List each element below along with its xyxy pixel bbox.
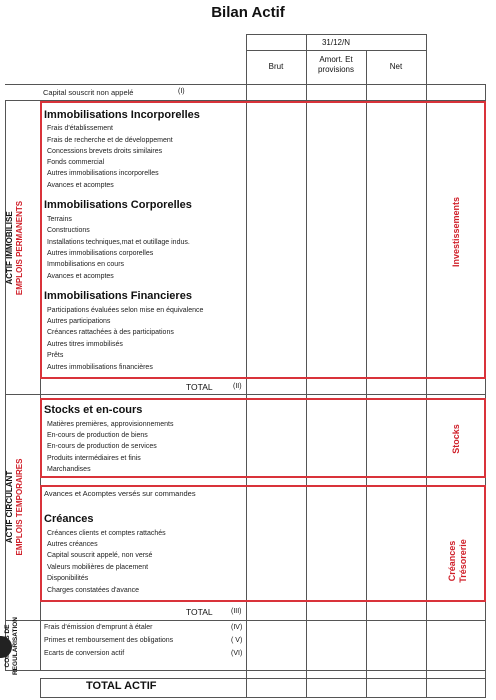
- list-item: En-cours de production de services: [47, 443, 157, 450]
- total-ii-roman: (II): [233, 383, 242, 390]
- roman-iv: (IV): [231, 624, 243, 631]
- list-item: Prêts: [47, 352, 64, 359]
- total-actif-label: TOTAL ACTIF: [86, 680, 157, 692]
- page-title: Bilan Actif: [211, 4, 285, 21]
- list-item: Charges constatées d'avance: [47, 587, 140, 594]
- list-item: Avances et acomptes: [47, 273, 114, 280]
- actif-circulant-label: ACTIF CIRCULANT EMPLOIS TEMPORAIRES: [5, 458, 24, 556]
- list-item: Constructions: [47, 227, 90, 234]
- list-item: Participations évaluées selon mise en équivalence: [47, 307, 204, 314]
- capital-label: Capital souscrit non appelé: [43, 88, 134, 97]
- amort-header-line1: Amort. Et: [319, 55, 353, 64]
- list-item: Avances et acomptes: [47, 182, 114, 189]
- list-item: Disponibilités: [47, 575, 89, 582]
- list-item: Ecarts de conversion actif: [44, 650, 125, 657]
- stocks-box: [40, 398, 486, 478]
- list-item: Immobilisations en cours: [47, 261, 125, 268]
- list-item: Primes et remboursement des obligations: [44, 637, 174, 644]
- list-item: Autres immobilisations financières: [47, 364, 153, 371]
- list-item: Autres participations: [47, 318, 111, 325]
- list-item: Installations techniques,mat et outillage indus.: [47, 239, 190, 246]
- list-item: Frais de recherche et de développement: [47, 137, 173, 144]
- list-item: Autres immobilisations corporelles: [47, 250, 154, 257]
- list-item: Autres immobilisations incorporelles: [47, 170, 159, 177]
- list-item: Capital souscrit appelé, non versé: [47, 552, 153, 559]
- list-item: Fonds commercial: [47, 159, 105, 166]
- total-iii-label: TOTAL: [186, 607, 213, 617]
- list-item: Frais d'émission d'emprunt à étaler: [44, 624, 153, 631]
- list-item: Créances clients et comptes rattachés: [47, 530, 166, 537]
- date-header: 31/12/N: [321, 38, 351, 47]
- list-item: Autres titres immobilisés: [47, 341, 123, 348]
- list-item: Marchandises: [47, 466, 91, 473]
- section-heading-incorporelles: Immobilisations Incorporelles: [44, 109, 200, 121]
- regularisation-label: REGULARISATION: [12, 616, 19, 676]
- list-item: Terrains: [47, 216, 72, 223]
- roman-vi: (VI): [231, 650, 243, 657]
- list-item: Concessions brevets droits similaires: [47, 148, 163, 155]
- brut-header: Brut: [268, 62, 284, 71]
- list-item: Matières premières, approvisionnements: [47, 421, 174, 428]
- avances-label: Avances et Acomptes versés sur commandes: [44, 489, 196, 498]
- capital-roman: (I): [178, 88, 185, 95]
- total-ii-label: TOTAL: [186, 382, 213, 392]
- list-item: Créances rattachées à des participations: [47, 329, 174, 336]
- investissements-annotation: Investissements: [451, 196, 461, 268]
- stocks-annotation: Stocks: [451, 424, 461, 454]
- section-heading-stocks: Stocks et en-cours: [44, 404, 143, 416]
- amort-header-line2: provisions: [317, 65, 354, 74]
- list-item: Produits intermédiaires et finis: [47, 455, 141, 462]
- list-item: En-cours de production de biens: [47, 432, 148, 439]
- investissements-box: [40, 101, 486, 379]
- list-item: Autres créances: [47, 541, 98, 548]
- section-heading-corporelles: Immobilisations Corporelles: [44, 199, 192, 211]
- section-heading-financieres: Immobilisations Financieres: [44, 290, 192, 302]
- creances-box: [40, 485, 486, 602]
- roman-v: ( V): [231, 637, 243, 644]
- actif-immobilise-label: ACTIF IMMOBILISE EMPLOIS PERMANENTS: [5, 200, 24, 296]
- list-item: Frais d'établissement: [47, 125, 113, 132]
- total-iii-roman: (III): [231, 608, 242, 615]
- list-item: Valeurs mobilières de placement: [47, 564, 149, 571]
- net-header: Net: [389, 62, 403, 71]
- creances-tresorerie-annotation: Créances Trésorerie: [447, 539, 468, 583]
- section-heading-creances: Créances: [44, 513, 94, 525]
